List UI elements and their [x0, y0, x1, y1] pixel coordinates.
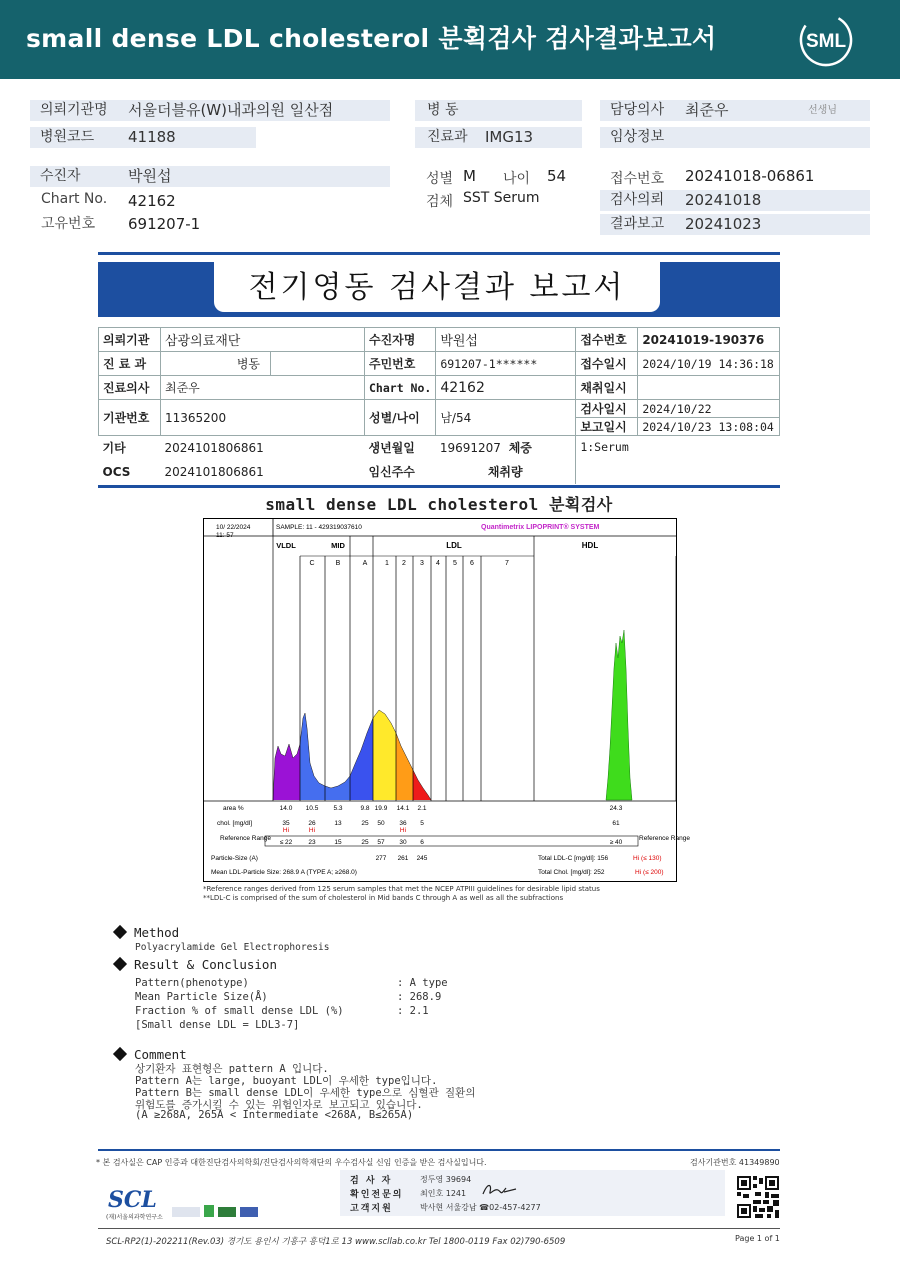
- ref-value: 6: [420, 839, 424, 846]
- meta-value: 2024/10/19 14:36:18: [638, 352, 780, 376]
- area-pct-value: 10.5: [305, 805, 319, 812]
- meta-value: 2024101806861: [164, 440, 264, 455]
- subfraction-label: A: [362, 560, 368, 567]
- meta-key: 기타: [102, 441, 126, 456]
- ref-value: ≥ 40: [609, 839, 623, 846]
- meta-value: 남/54: [436, 400, 576, 436]
- particle-size-value: 245: [416, 855, 428, 862]
- meta-key: OCS: [102, 464, 131, 479]
- subfraction-label: 6: [470, 560, 474, 567]
- sex-value: M: [463, 167, 476, 185]
- method-heading: Method: [115, 925, 179, 940]
- result-value: : A type: [397, 977, 448, 989]
- total-ldl: Total LDL-C [mg/dl]: 156: [538, 855, 609, 862]
- chart-value: 42162: [128, 192, 176, 210]
- signature-image: [480, 1180, 520, 1200]
- band-label-hdl: HDL: [581, 541, 599, 550]
- doctor-label: 담당의사: [610, 102, 665, 118]
- chart-notes: [203, 885, 600, 903]
- report-subtitle: small dense LDL cholesterol 분획검사: [265, 495, 613, 514]
- hospcode-row: [30, 127, 256, 148]
- meta-key: 채취량: [487, 465, 523, 479]
- band-label-mid: MID: [331, 541, 345, 550]
- chol-value: 5: [420, 820, 424, 827]
- chol-value: 35: [282, 820, 290, 827]
- meta-empty: [271, 352, 365, 376]
- chol-value: 61: [612, 820, 620, 827]
- method-text: Polyacrylamide Gel Electrophoresis: [135, 942, 330, 953]
- header-banner: [0, 0, 900, 79]
- age-label: 나이: [503, 171, 531, 187]
- accreditation-logos: [172, 1203, 262, 1219]
- subfraction-label: 3: [420, 560, 424, 567]
- inspector-label: 검 사 자: [350, 1176, 393, 1186]
- chart-note: *Reference ranges derived from 125 serum samples that met the NCEP ATPIII guidelines for desirable lipid status: [203, 885, 600, 893]
- inspector-value: 정두영 39694: [420, 1175, 472, 1184]
- meta-key: 진료의사: [99, 376, 161, 400]
- result-key: Fraction % of small dense LDL (%): [135, 1005, 344, 1017]
- comment-heading: Comment: [115, 1047, 187, 1062]
- ref-value: 15: [334, 839, 342, 846]
- footer-cert: * 본 검사실은 CAP 인증과 대한진단검사의학회/진단검사의학재단의 우수검사실 신임 인증을 받은 검사실입니다.: [96, 1158, 487, 1167]
- request-label: 검사의뢰: [610, 192, 665, 208]
- result-key: Pattern(phenotype): [135, 977, 249, 989]
- chart-label: Chart No.: [41, 191, 108, 207]
- band-label-ldl: LDL: [446, 541, 462, 550]
- result-note: [Small dense LDL = LDL3-7]: [135, 1019, 300, 1031]
- diamond-icon: [113, 925, 127, 939]
- meta-value: 1:Serum: [576, 436, 780, 484]
- footer-page: Page 1 of 1: [735, 1234, 780, 1243]
- institution-label: 의뢰기관명: [40, 102, 108, 118]
- area-pct-value: 5.3: [333, 805, 343, 812]
- report-value: 20241023: [685, 215, 762, 233]
- result-key: Mean Particle Size(Å): [135, 991, 268, 1003]
- meta-value: [638, 376, 780, 400]
- doctor-suffix: 선생님: [808, 105, 837, 116]
- subfraction-label: 1: [385, 560, 389, 567]
- patient-row: [30, 166, 390, 187]
- area-pct-value: 14.0: [279, 805, 293, 812]
- meta-value: 42162: [436, 376, 576, 400]
- dept-row: [415, 127, 582, 148]
- page-title: small dense LDL cholesterol 분획검사 검사결과보고서: [26, 24, 717, 53]
- ref-value: 25: [361, 839, 369, 846]
- ref-label: Reference Range: [220, 835, 271, 842]
- comment-line: 위험도를 증가시킬 수 있는 위험인자로 보고되고 있습니다.: [135, 1099, 423, 1111]
- chart-system: Quantimetrix LIPOPRINT® SYSTEM: [481, 524, 600, 531]
- receipt-value: 20241018-06861: [685, 167, 815, 185]
- meta-value: 2024/10/22: [638, 400, 780, 418]
- patient-value: 박원섭: [128, 167, 172, 185]
- meta-value: 11365200: [161, 400, 365, 436]
- particle-size-value: 261: [397, 855, 409, 862]
- ref-label-right: Reference Range: [639, 835, 690, 842]
- meta-key: 접수번호: [576, 328, 638, 352]
- age-value: 54: [547, 167, 567, 185]
- chol-value: 26: [308, 820, 316, 827]
- dept-label: 진료과: [427, 129, 468, 145]
- comment-line: 상기환자 표현형은 pattern A 입니다.: [135, 1063, 329, 1075]
- request-value: 20241018: [685, 191, 762, 209]
- meta-key: 성별/나이: [365, 400, 436, 436]
- receipt-label: 접수번호: [610, 171, 665, 187]
- chol-label: chol. [mg/dl]: [217, 820, 253, 827]
- sml-logo: [798, 12, 854, 68]
- clinical-label: 임상정보: [610, 129, 665, 145]
- hi-flag: Hi: [399, 827, 407, 834]
- top-rule: [98, 252, 780, 255]
- meta-key: 진 료 과: [99, 352, 161, 376]
- chart-note: **LDL-C is comprised of the sum of cholesterol in Mid bands C through A as well as all the subfractions: [203, 894, 564, 902]
- meta-value: 2024/10/23 13:08:04: [638, 418, 780, 436]
- confirm-value: 최인호 1241: [420, 1189, 467, 1198]
- total-chol: Total Chol. [mg/dl]: 252: [538, 869, 605, 876]
- subfraction-label: 5: [453, 560, 457, 567]
- footer-address: SCL-RP2(1)-202211(Rev.03) 경기도 용인시 기흥구 흥덕1로 13 www.scllab.co.kr Tel 1800-0119 Fax 02)790-6509: [106, 1237, 566, 1247]
- subfraction-label: C: [309, 560, 315, 567]
- meta-key: Chart No.: [365, 376, 436, 400]
- chol-value: 50: [377, 820, 385, 827]
- meta-value: 691207-1******: [436, 352, 576, 376]
- area-pct-value: 2.1: [417, 805, 427, 812]
- comment-line: (A ≥268A, 265A < Intermediate <268A, B≤265A): [135, 1109, 414, 1121]
- ward-label: 병 동: [427, 102, 459, 118]
- meta-key: 생년월일: [368, 441, 415, 456]
- ref-value: 30: [399, 839, 407, 846]
- particle-size-value: 277: [375, 855, 387, 862]
- scl-logo: SCL: [108, 1187, 157, 1213]
- clinical-row: [600, 127, 870, 148]
- footer-bottom-rule: [98, 1228, 780, 1229]
- meta-key: 임신주수: [368, 465, 415, 479]
- meta-key: 주민번호: [365, 352, 436, 376]
- result-value: : 268.9: [397, 991, 442, 1003]
- comment-line: Pattern B는 small dense LDL이 우세한 type으로 심혈관 질환의: [135, 1087, 476, 1099]
- hospcode-label: 병원코드: [40, 129, 95, 145]
- ref-value: ≤ 22: [279, 839, 293, 846]
- hospcode-value: 41188: [128, 128, 176, 146]
- result-heading: Result & Conclusion: [115, 957, 277, 972]
- chart-date: 10/ 22/2024: [216, 524, 251, 531]
- band-label-vldl: VLDL: [276, 541, 296, 550]
- chart-sample: SAMPLE: 11 - 429319037610: [276, 524, 362, 531]
- area-pct-value: 9.8: [360, 805, 370, 812]
- sex-label: 성별: [426, 171, 454, 187]
- specimen-label: 검체: [426, 194, 454, 210]
- institution-value: 서울더블유(W)내과의원 일산점: [128, 101, 334, 119]
- meta-value: 병동: [161, 352, 271, 376]
- subfraction-label: 2: [402, 560, 406, 567]
- ward-row: [415, 100, 582, 121]
- specimen-value: SST Serum: [463, 190, 540, 206]
- doctor-row: [600, 100, 870, 121]
- qr-code-icon: [737, 1176, 779, 1218]
- report-row: [600, 214, 870, 235]
- meta-key: 의뢰기관: [99, 328, 161, 352]
- meta-value: 최준우: [161, 376, 365, 400]
- meta-key: 접수일시: [576, 352, 638, 376]
- report-title: 전기영동 검사결과 보고서: [214, 262, 660, 312]
- uid-label: 고유번호: [41, 216, 96, 232]
- hi-flag: Hi: [282, 827, 290, 834]
- lipoprint-chart: [203, 518, 690, 882]
- meta-key: 기관번호: [99, 400, 161, 436]
- org-name: (재)서울의과학연구소: [106, 1214, 163, 1221]
- patient-label: 수진자: [40, 168, 81, 184]
- meta-value: 삼광의료재단: [161, 328, 365, 352]
- chart-time: 11: 57: [216, 532, 234, 539]
- chol-value: 36: [399, 820, 407, 827]
- contact-label: 고객지원: [350, 1204, 393, 1214]
- area-pct-value: 19.9: [374, 805, 388, 812]
- diamond-icon: [113, 1047, 127, 1061]
- result-value: : 2.1: [397, 1005, 429, 1017]
- ref-value: 57: [377, 839, 385, 846]
- meta-value: 20241019-190376: [638, 328, 780, 352]
- uid-value: 691207-1: [128, 215, 201, 233]
- total-ldl-flag: Hi (≤ 130): [633, 855, 662, 862]
- mean-size: Mean LDL-Particle Size: 268.9 A (TYPE A; ≥268.0): [211, 869, 357, 876]
- dept-value: IMG13: [485, 128, 534, 146]
- confirm-label: 확인전문의: [350, 1190, 404, 1200]
- meta-value: 박원섭: [436, 328, 576, 352]
- meta-key: 수진자명: [365, 328, 436, 352]
- area-pct-value: 14.1: [396, 805, 410, 812]
- particle-size-label: Particle-Size (A): [211, 855, 258, 862]
- institution-row: [30, 100, 390, 121]
- comment-line: Pattern A는 large, buoyant LDL이 우세한 type입니다.: [135, 1075, 438, 1087]
- meta-key: 체중: [508, 441, 532, 456]
- meta-value: 19691207: [439, 441, 501, 456]
- subfraction-label: 4: [436, 560, 440, 567]
- report-label: 결과보고: [610, 216, 665, 232]
- chol-value: 13: [334, 820, 342, 827]
- subfraction-label: B: [335, 560, 341, 567]
- area-pct-value: 24.3: [609, 805, 623, 812]
- request-row: [600, 190, 870, 211]
- mid-rule: [98, 485, 780, 488]
- doctor-value: 최준우: [685, 101, 729, 119]
- ref-value: 23: [308, 839, 316, 846]
- diamond-icon: [113, 957, 127, 971]
- meta-value: 2024101806861: [164, 464, 264, 479]
- svg-text:SML: SML: [805, 31, 847, 52]
- footer-lab-no: 검사기관번호 41349890: [690, 1158, 780, 1167]
- particle-size-row: [376, 855, 428, 862]
- hi-flag: Hi: [308, 827, 316, 834]
- report-meta-table: [98, 327, 780, 484]
- subfraction-label: 7: [505, 560, 509, 567]
- total-chol-flag: Hi (≤ 200): [635, 869, 664, 876]
- footer-rule: [98, 1149, 780, 1151]
- area-pct-label: area %: [223, 805, 244, 812]
- contact-value: 박사현 서울강남 ☎02-457-4277: [420, 1203, 541, 1212]
- meta-key: 채취일시: [576, 376, 638, 400]
- meta-key: 검사일시: [576, 400, 638, 418]
- chol-value: 25: [361, 820, 369, 827]
- meta-key: 보고일시: [576, 418, 638, 436]
